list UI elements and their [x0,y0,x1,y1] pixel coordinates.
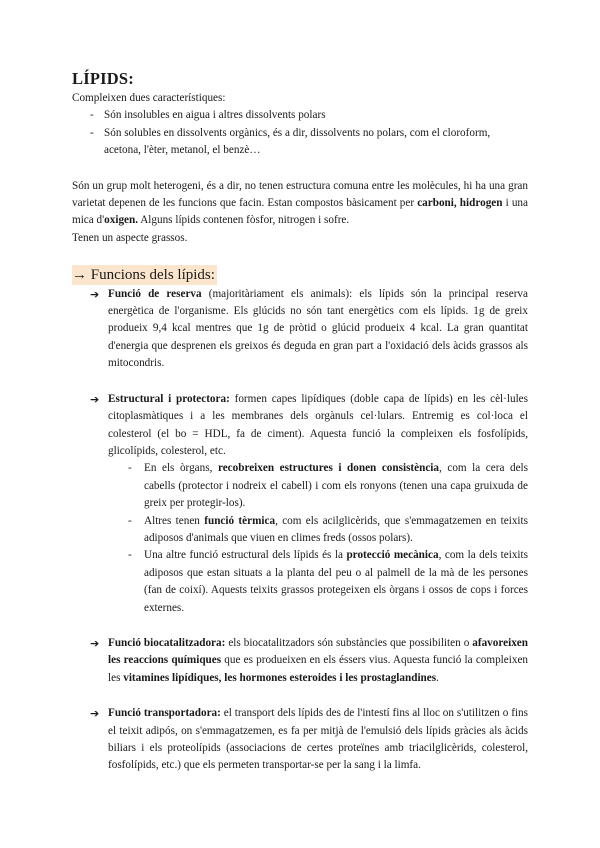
text-run: . [436,671,439,684]
text-run: que es produeixen en els éssers vius. Aquesta funció la compleixen les [108,654,529,684]
text-run: , com els acilglicèrids, que s'emmagatzemen en teixits adiposos d'animals que viuen en climes freds (ossos polars). [144,514,529,544]
bold-run: Estructural i protectora: [108,392,230,405]
bold-run: recobreixen estructures i donen consistència [217,462,440,475]
bold-run: oxigen. [104,214,139,227]
text-run: (majoritàriament els animals): els lípids són la principal reserva energètica de l'organisme. Els glúcids no són tant energètics com els lípids. 1g de greix produeix 9,4 kcal mentres que 1g de pròtid o glúcid produeix 4 kcal. La gran quantitat d'energia que desprenen els greixos és deguda en gran part a l'oxidació dels àcids grassos als mitocondris. [108,287,528,370]
characteristic-text: Són solubles en dissolvents orgànics, és a dir, dissolvents no polars, com el cloroform, acetona, l'èter, metanol, el benzè… [104,126,491,157]
text-run: , com la cera dels cabells (protector i nodreix el cabell) i com els ronyons (tenen una capa gruixuda de greix per protegir-los). [144,462,528,510]
text-run: i una mica d' [72,197,528,227]
bold-run: protecció mecànica [346,549,439,562]
text-run: Són un grup molt heterogeni, és a dir, no tenen estructura comuna entre les molècules, hi ha una gran varietat depenen de les funcions que facin. Estan compostos bàsicament per [72,179,528,210]
dash-marker: - [90,126,94,139]
page-title: LÍPIDS: [72,69,134,88]
text-run: En els òrgans, [144,462,218,475]
text-run: , com la dels teixits adiposos que estan situats a la planta del peu o al palmell de la mà de les persones (fan de coixí). Aquests teixits grassos protegeixen els òrgans i ossos de cops i forces externes. [144,549,529,614]
dash-marker: - [90,109,94,122]
sub-item [72,513,528,548]
bold-run: Funció biocatalitzadora: [108,636,226,649]
sub-item [72,547,528,617]
bold-run: Funció transportadora: [108,707,221,720]
aspect-text: Tenen un aspecte grassos. [72,231,188,244]
text-run: el transport dels lípids des de l'intestí fins al lloc on s'utilitzen o fins el teixit adipós, on s'emmagatzemen, es fa per mitjà de l'emulsió dels lípids gràcies als àcids biliars i els proteolípids (associacions de certes proteïnes amb triacilglicèrids, colesterol, fosfolípids, etc.) que els permeten transportar-se per la sang i la limfa. [108,707,528,772]
bold-run: Funció de reserva [108,287,202,300]
text-run: formen capes lipídiques (doble capa de lípids) en les cèl·lules citoplasmàtiques i a les membranes dels orgànuls cel·lulars. Entremig es col·loca el colesterol (el bo = HDL, fa de ciment). Aquesta funció la compleixen els fosfolípids, glicolípids, colesterol, etc. [108,392,528,457]
function-item-transportadora [72,705,528,775]
sub-item [72,460,528,512]
arrow-bullet-icon: ➔ [90,707,100,721]
document-page [72,68,528,775]
characteristic-text: Són insolubles en aigua i altres dissolvents polars [104,109,326,122]
bold-run: vitamines lipídiques, les hormones esteroides i les prostaglandines [123,671,437,684]
arrow-bullet-icon: ➔ [90,636,100,650]
bold-run: funció tèrmica [204,514,276,527]
text-run: Una altre funció estructural dels lípids és la [144,549,347,562]
arrow-bullet-icon: ➔ [90,287,100,301]
list-item [72,125,528,160]
dash-marker: - [128,549,132,562]
dash-marker: - [128,462,132,475]
arrow-bullet-icon: ➔ [90,392,100,406]
list-item [72,107,528,124]
function-item-reserva [72,286,528,373]
section-heading: → Funcions dels lípids: [72,267,215,284]
text-run: els biocatalitzadors són substàncies que possibiliten o [225,636,473,649]
bold-run: carboni, hidrogen [417,197,503,210]
function-item-biocatalitzadora [72,635,528,687]
dash-marker: - [128,514,132,527]
description-paragraph [72,178,528,230]
text-run: Altres tenen [144,514,205,527]
bold-run: afavoreixen les reaccions químiques [108,636,528,667]
function-item-estructural [72,391,528,461]
text-run: Alguns lípids contenen fòsfor, nitrogen i sofre. [138,214,350,227]
intro-text: Compleixen dues característiques: [72,92,226,104]
